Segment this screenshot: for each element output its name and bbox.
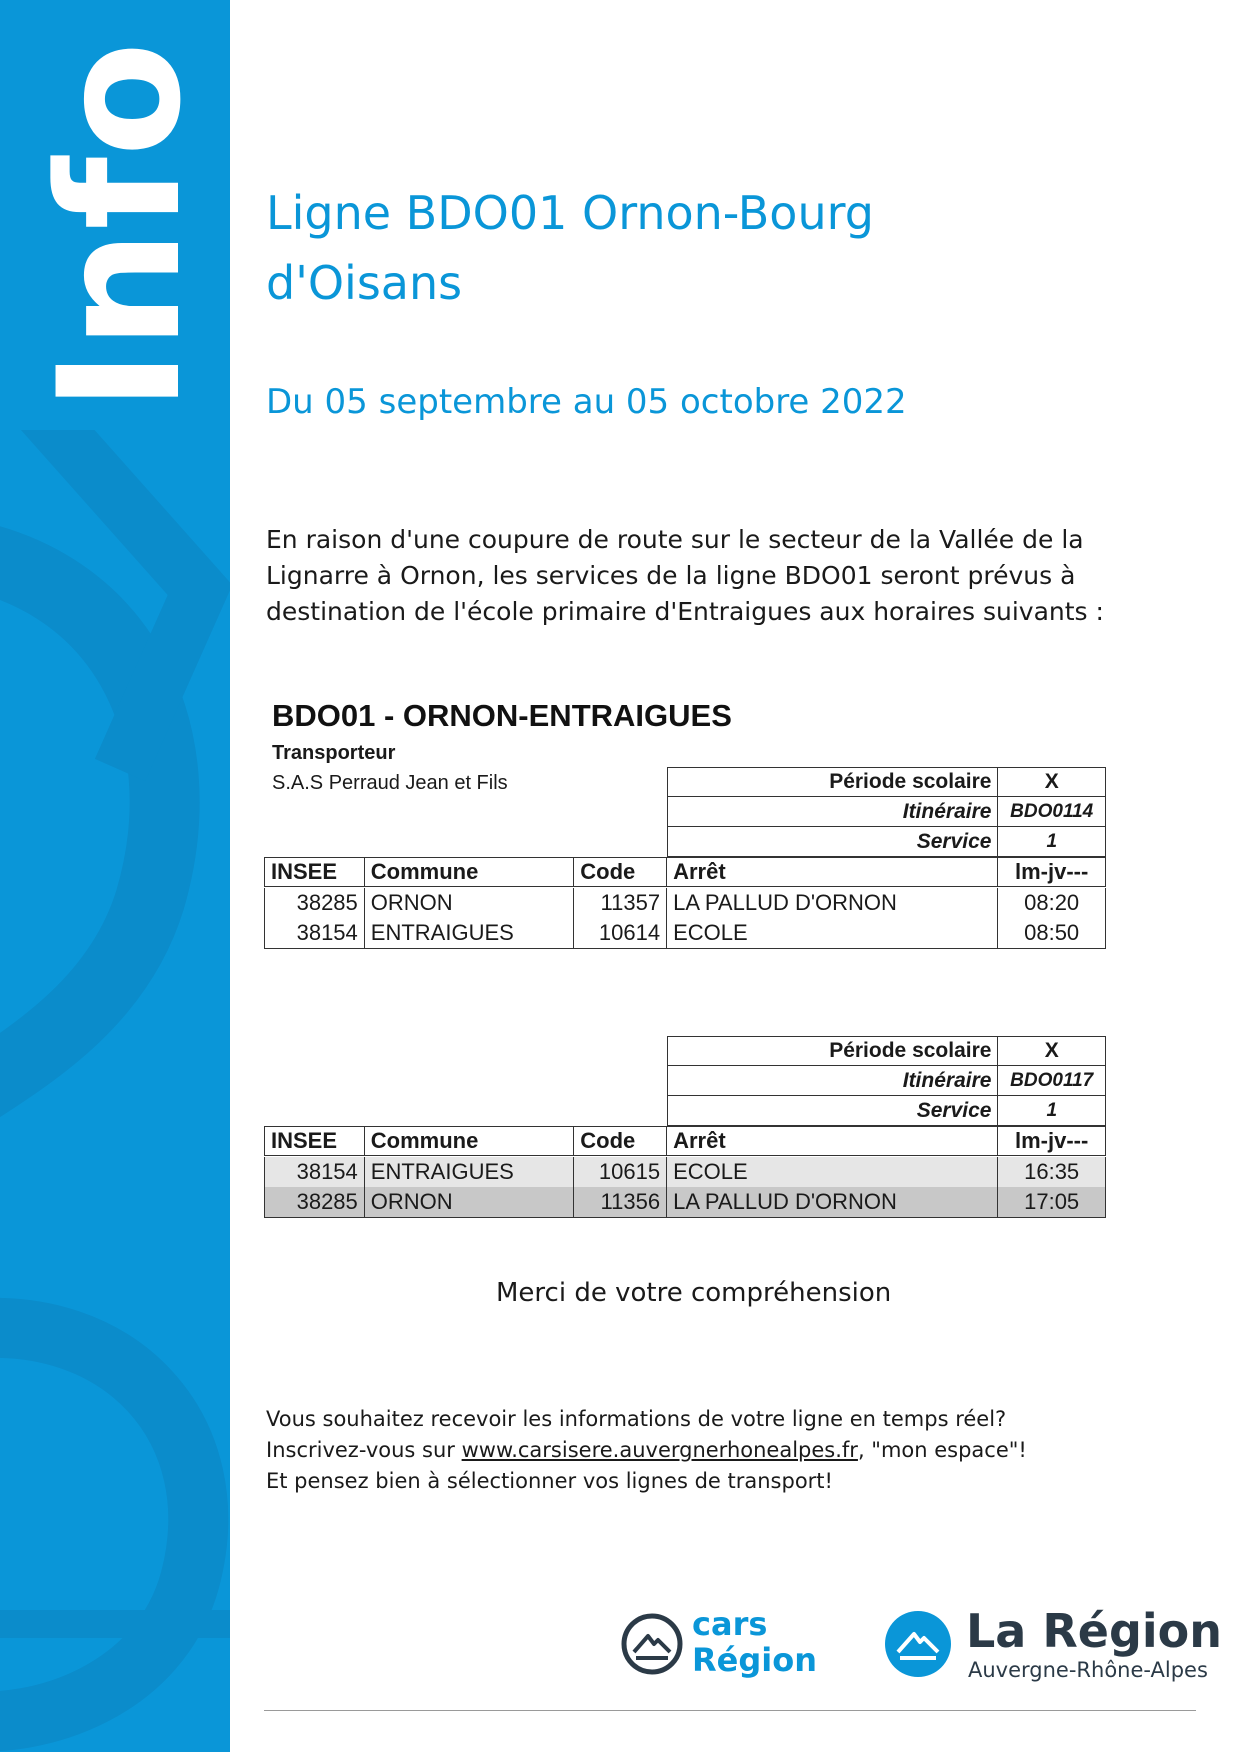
cars-line-1: cars	[692, 1605, 768, 1643]
table-row	[264, 1187, 1106, 1218]
header-insee: INSEE	[265, 1127, 365, 1155]
cell-arret: ECOLE	[667, 1157, 998, 1187]
cell-insee: 38285	[265, 1187, 365, 1217]
periode-row	[667, 767, 1106, 797]
header-code: Code	[574, 858, 667, 886]
service-row	[667, 1096, 1106, 1126]
cars-line-2: Région	[692, 1641, 817, 1679]
header-commune: Commune	[365, 858, 575, 886]
service-value: 1	[1046, 830, 1058, 852]
intro-line-3: destination de l'école primaire d'Entraigues aux horaires suivants :	[266, 597, 1104, 626]
info-vertical-word	[0, 0, 230, 430]
header-commune: Commune	[365, 1127, 575, 1155]
cell-arret: ECOLE	[667, 918, 998, 948]
header-arret: Arrêt	[667, 858, 998, 886]
itineraire-row	[667, 1066, 1106, 1096]
outbound-timetable	[264, 767, 1106, 949]
table-row	[264, 918, 1106, 949]
service-label: Service	[668, 1096, 998, 1125]
periode-label: Période scolaire	[668, 1037, 998, 1065]
periode-value: X	[1044, 770, 1059, 793]
footer-divider	[264, 1710, 1196, 1711]
cars-wordmark	[692, 1606, 817, 1678]
intro-line-2: Lignarre à Ornon, les services de la ligne BDO01 seront prévus à	[266, 561, 1076, 590]
cell-insee: 38154	[265, 1157, 365, 1187]
cell-commune: ENTRAIGUES	[365, 918, 575, 948]
service-row	[667, 827, 1106, 857]
timetable-title: BDO01 - ORNON-ENTRAIGUES	[272, 698, 732, 733]
region-mountain-icon	[884, 1610, 952, 1678]
cell-commune: ORNON	[365, 1187, 575, 1217]
cell-arret: LA PALLUD D'ORNON	[667, 888, 998, 918]
header-days: lm-jv---	[1014, 1128, 1089, 1153]
service-label: Service	[668, 827, 998, 856]
itineraire-label: Itinéraire	[668, 797, 998, 826]
region-name: La Région	[966, 1604, 1223, 1658]
header-code: Code	[574, 1127, 667, 1155]
title-line-1: Ligne BDO01 Ornon-Bourg	[266, 186, 874, 240]
footer-info	[266, 1404, 1027, 1497]
cell-arret: LA PALLUD D'ORNON	[667, 1187, 998, 1217]
cell-insee: 38154	[265, 918, 365, 948]
cell-insee: 38285	[265, 888, 365, 918]
title-line-2: d'Oisans	[266, 256, 463, 310]
footer-line-2-suffix: , "mon espace"!	[857, 1438, 1027, 1462]
page-title	[266, 178, 1066, 318]
header-arret: Arrêt	[667, 1127, 998, 1155]
cell-code: 10615	[574, 1157, 667, 1187]
periode-row	[667, 1036, 1106, 1066]
footer-line-2-prefix: Inscrivez-vous sur	[266, 1438, 462, 1462]
sidebar-decoration	[0, 430, 230, 1752]
cell-code: 11357	[574, 888, 667, 918]
itineraire-label: Itinéraire	[668, 1066, 998, 1095]
footer-line-2	[266, 1435, 1027, 1466]
footer-line-1: Vous souhaitez recevoir les informations de votre ligne en temps réel?	[266, 1407, 1007, 1431]
periode-label: Période scolaire	[668, 768, 998, 796]
header-days: lm-jv---	[1014, 859, 1089, 884]
cell-code: 11356	[574, 1187, 667, 1217]
thanks-message: Merci de votre compréhension	[496, 1278, 892, 1308]
footer-line-3: Et pensez bien à sélectionner vos lignes de transport!	[266, 1469, 833, 1493]
cell-commune: ORNON	[365, 888, 575, 918]
cell-code: 10614	[574, 918, 667, 948]
cell-time: 16:35	[1024, 1159, 1080, 1184]
itineraire-value: BDO0114	[1010, 800, 1094, 822]
periode-value: X	[1044, 1039, 1059, 1062]
website-link[interactable]: www.carsisere.auvergnerhonealpes.fr	[461, 1438, 858, 1462]
cell-time: 17:05	[1024, 1189, 1080, 1214]
service-value: 1	[1046, 1099, 1058, 1121]
carrier-name: S.A.S Perraud Jean et Fils	[272, 772, 508, 794]
intro-line-1: En raison d'une coupure de route sur le secteur de la Vallée de la	[266, 525, 1084, 554]
cell-time: 08:20	[1024, 890, 1080, 915]
region-subtitle: Auvergne-Rhône-Alpes	[968, 1658, 1208, 1682]
intro-paragraph	[266, 522, 1104, 630]
carrier-label: Transporteur	[272, 742, 396, 764]
info-word-text: Info	[22, 41, 218, 412]
cell-time: 08:50	[1024, 920, 1080, 945]
table-row	[264, 1157, 1106, 1187]
table-header-row	[264, 1126, 1106, 1156]
return-timetable	[264, 1036, 1106, 1218]
la-region-logo	[884, 1604, 1223, 1686]
cell-commune: ENTRAIGUES	[365, 1157, 575, 1187]
table-row	[264, 888, 1106, 918]
itineraire-row	[667, 797, 1106, 827]
date-range: Du 05 septembre au 05 octobre 2022	[266, 382, 907, 422]
table-header-row	[264, 857, 1106, 887]
sidebar-band	[0, 0, 230, 1752]
cars-region-logo	[620, 1606, 830, 1682]
cars-mountain-icon	[620, 1612, 684, 1676]
header-insee: INSEE	[265, 858, 365, 886]
itineraire-value: BDO0117	[1010, 1069, 1094, 1091]
